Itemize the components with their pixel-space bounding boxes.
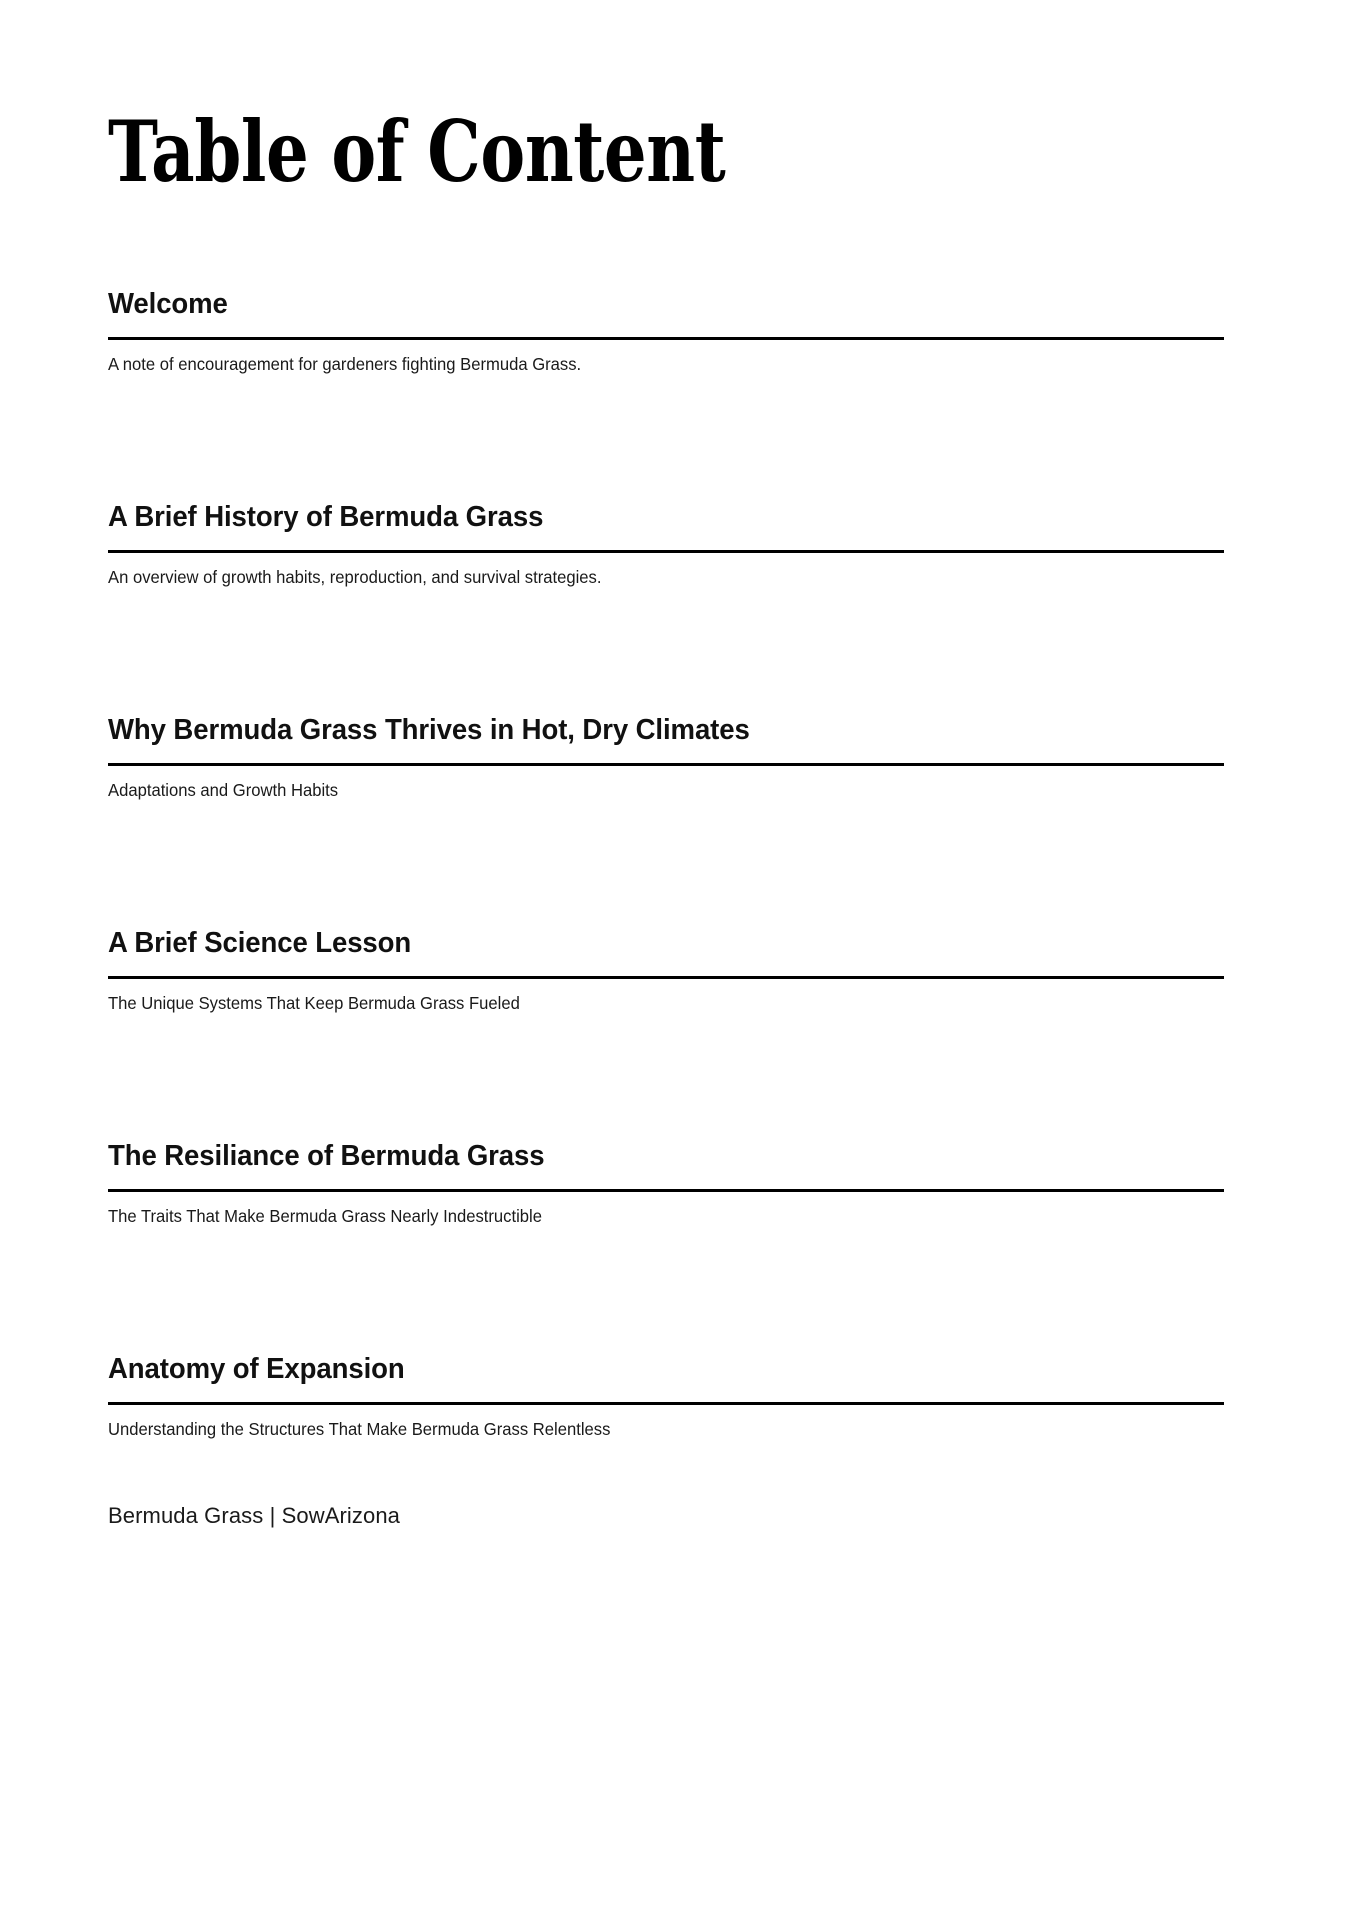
document-footer: Bermuda Grass | SowArizona — [108, 1502, 400, 1528]
toc-entry[interactable] — [108, 376, 1224, 589]
toc-entry-title[interactable]: Why Bermuda Grass Thrives in Hot, Dry Climates — [108, 713, 750, 746]
toc-entry-title[interactable]: A Brief History of Bermuda Grass — [108, 500, 544, 533]
toc-entry-description: The Traits That Make Bermuda Grass Nearly Indestructible — [108, 1206, 542, 1227]
toc-entry[interactable] — [108, 589, 1224, 802]
toc-entry[interactable] — [108, 1015, 1224, 1228]
toc-entry-title[interactable]: The Resiliance of Bermuda Grass — [108, 1139, 545, 1172]
toc-entry[interactable] — [108, 1228, 1224, 1441]
toc-entry[interactable] — [108, 194, 1224, 376]
toc-entry-description: Understanding the Structures That Make Bermuda Grass Relentless — [108, 1419, 611, 1440]
toc-entry-title[interactable]: A Brief Science Lesson — [108, 926, 412, 959]
toc-entry[interactable] — [108, 802, 1224, 1015]
toc-entry-title[interactable]: Anatomy of Expansion — [108, 1352, 405, 1385]
toc-entry-description: Adaptations and Growth Habits — [108, 780, 339, 801]
toc-entry-title[interactable]: Welcome — [108, 288, 228, 320]
content-column — [108, 0, 1224, 1529]
toc-entry-description: An overview of growth habits, reproduction, and survival strategies. — [108, 567, 602, 588]
toc-entry-description: A note of encouragement for gardeners fighting Bermuda Grass. — [108, 354, 582, 375]
table-of-contents-list — [108, 194, 1224, 1441]
toc-entry-description: The Unique Systems That Keep Bermuda Grass Fueled — [108, 993, 520, 1014]
page-title: Table of Content — [108, 102, 726, 201]
